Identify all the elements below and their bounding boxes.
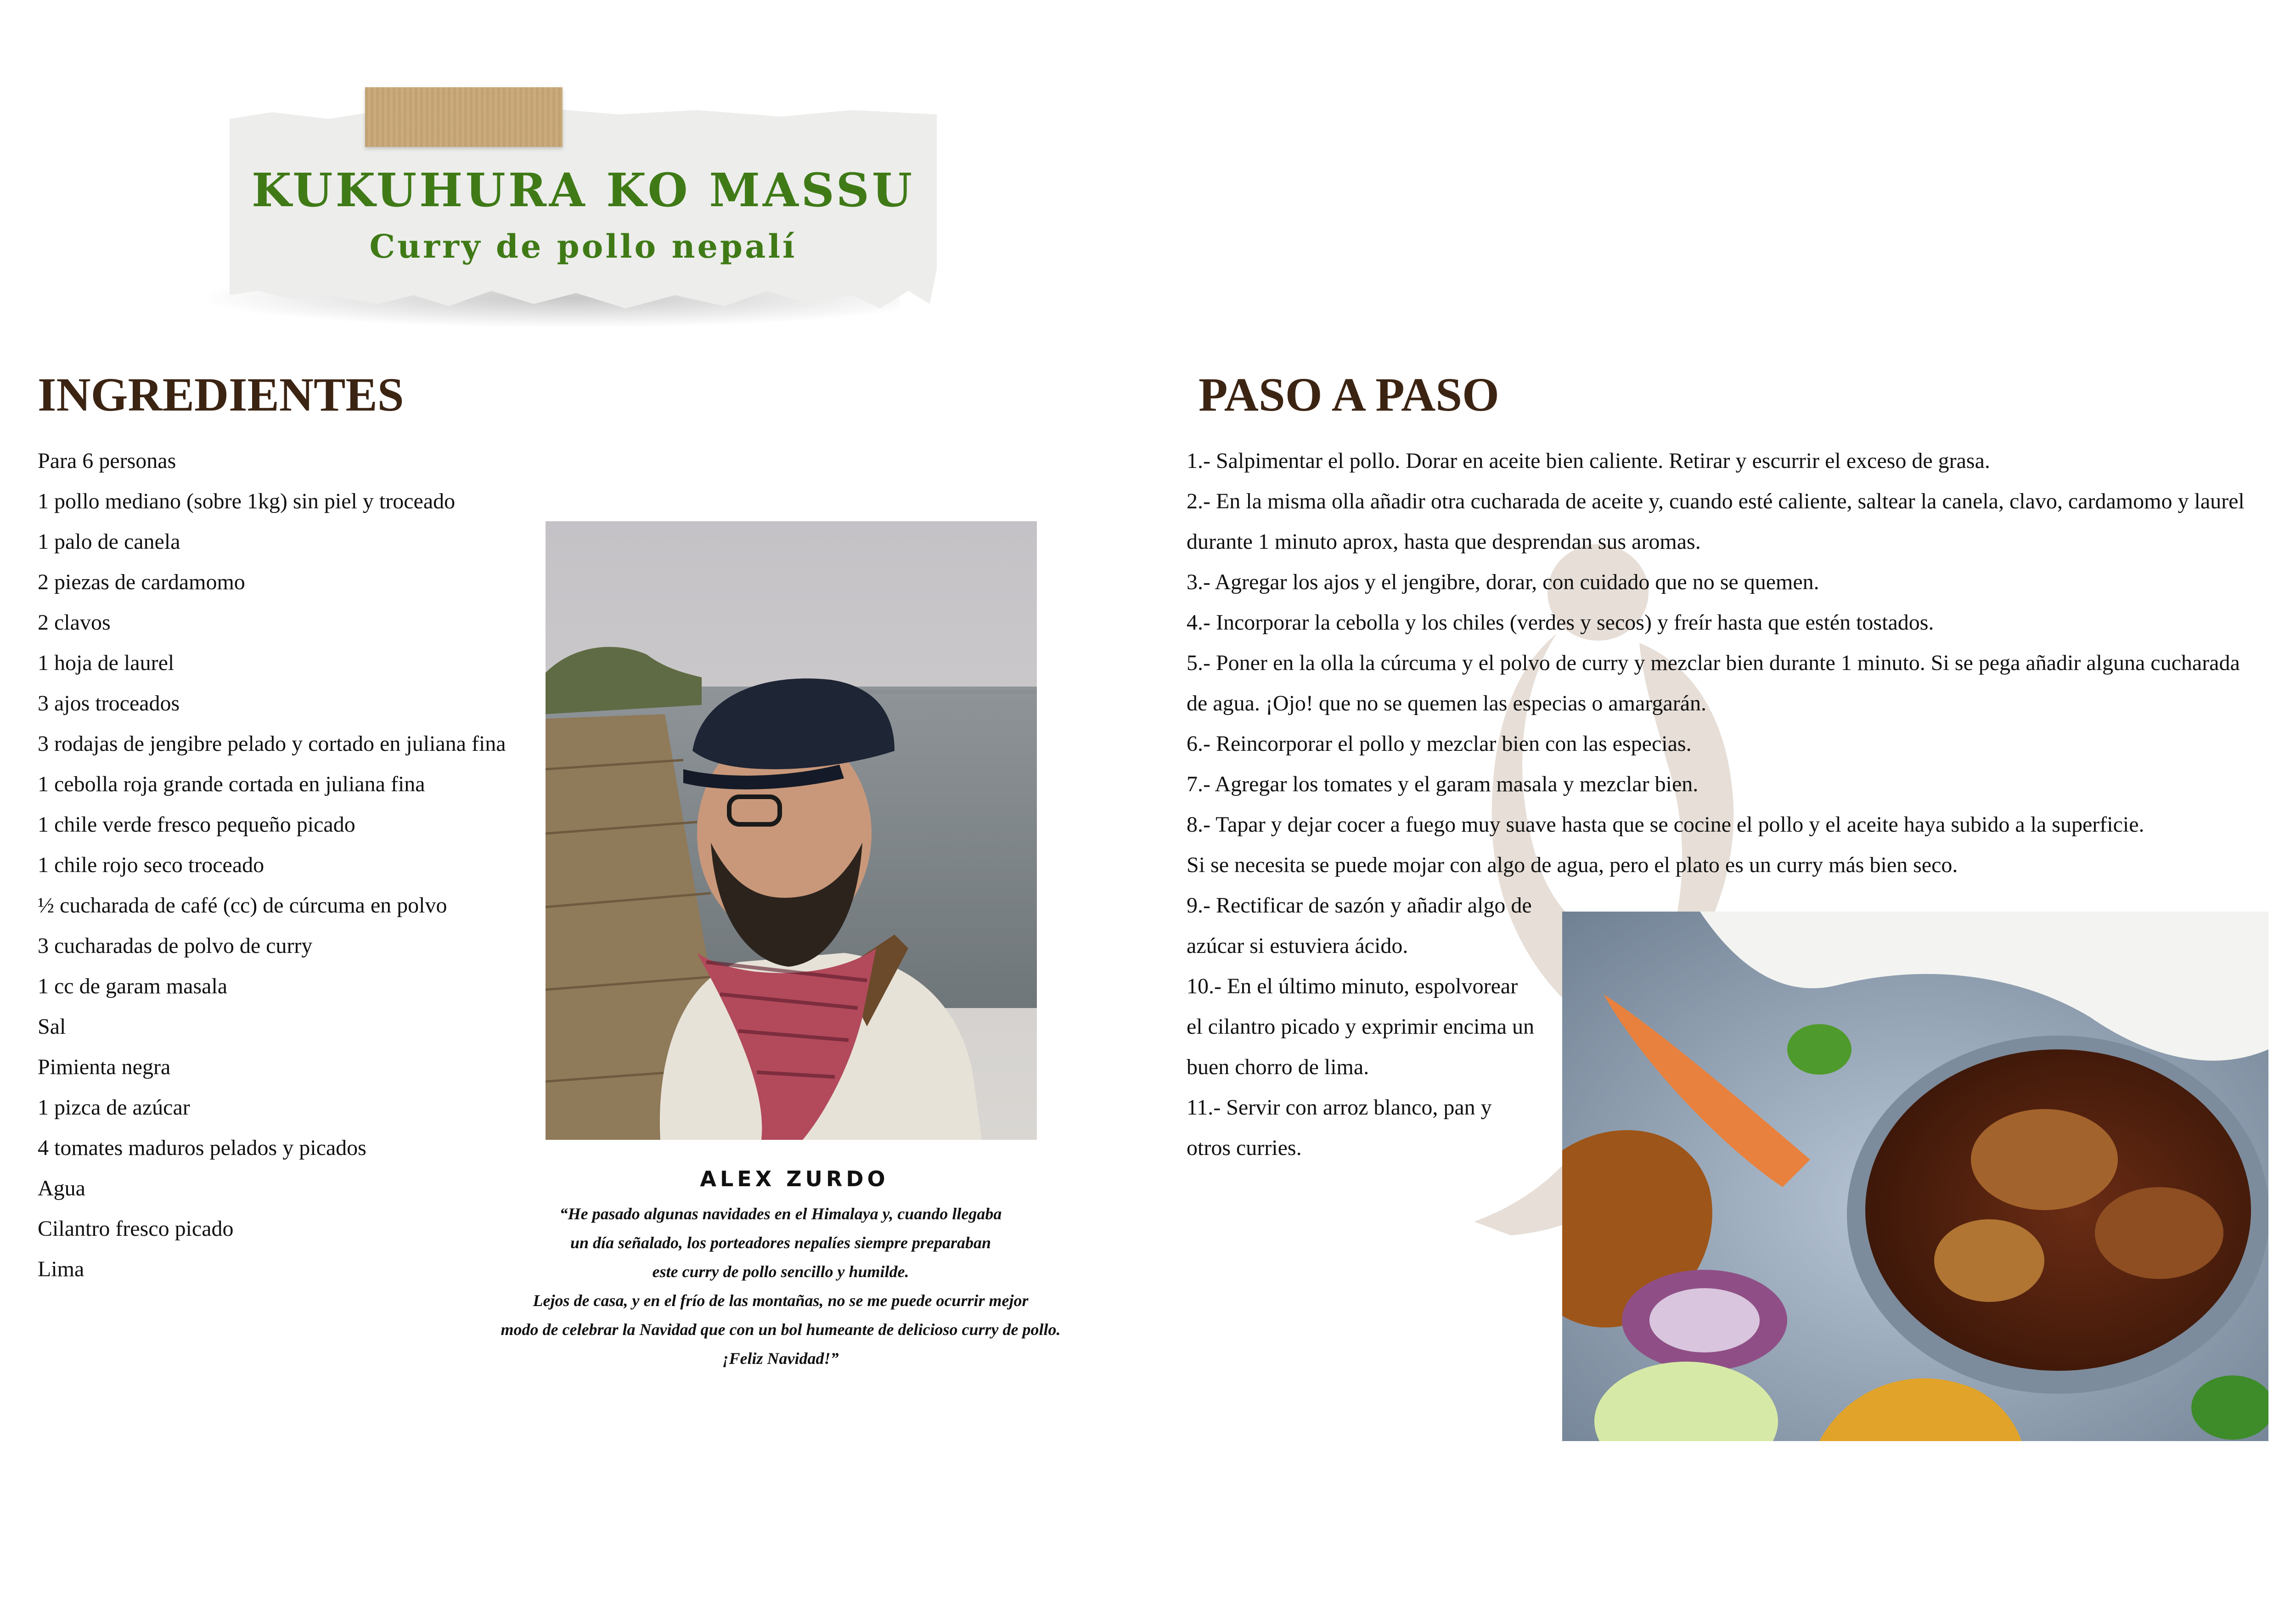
author-name: ALEX ZURDO	[700, 1166, 889, 1191]
ingredient-item: 1 cebolla roja grande cortada en juliana fina	[38, 772, 425, 796]
ingredient-item: Sal	[38, 1014, 66, 1039]
ingredient-item: Cilantro fresco picado	[38, 1217, 234, 1241]
ingredient-item: Agua	[38, 1176, 85, 1200]
step-line: 4.- Incorporar la cebolla y los chiles (verdes y secos) y freír hasta que estén tostados.	[1187, 610, 1934, 635]
recipe-subtitle: Curry de pollo nepalí	[369, 227, 797, 265]
ingredient-item: 1 chile verde fresco pequeño picado	[38, 812, 355, 837]
quote-line: “He pasado algunas navidades en el Himalaya y, cuando llegaba	[559, 1205, 1002, 1223]
step-line: 11.- Servir con arroz blanco, pan y	[1187, 1095, 1492, 1120]
ingredient-item: 1 cc de garam masala	[38, 974, 228, 998]
step-line: otros curries.	[1187, 1136, 1302, 1160]
author-quote	[413, 1200, 1148, 1373]
step-line: 2.- En la misma olla añadir otra cucharada de aceite y, cuando esté caliente, saltear la canela, clavo, cardamomo y laurel durante 1 minuto aprox, hasta que desprendan sus aromas.	[1187, 489, 2245, 554]
ingredient-item: 1 pollo mediano (sobre 1kg) sin piel y troceado	[38, 489, 456, 513]
author-portrait-photo	[546, 521, 1037, 1140]
ingredient-item: 3 cucharadas de polvo de curry	[38, 934, 313, 958]
step-line: 8.- Tapar y dejar cocer a fuego muy suave hasta que se cocine el pollo y el aceite haya subido a la superficie.	[1187, 812, 2144, 837]
quote-line: Lejos de casa, y en el frío de las montañas, no se me puede ocurrir mejor	[533, 1291, 1029, 1310]
step-line: azúcar si estuviera ácido.	[1187, 934, 1408, 958]
ingredient-item: 4 tomates maduros pelados y picados	[38, 1136, 366, 1160]
steps-narrow-column	[1187, 885, 1581, 1168]
quote-line: ¡Feliz Navidad!”	[722, 1349, 839, 1368]
curry-dish-photo	[1562, 912, 2268, 1441]
ingredient-item: Para 6 personas	[38, 449, 176, 473]
ingredient-item: ½ cucharada de café (cc) de cúrcuma en polvo	[38, 893, 447, 918]
ingredient-item: Pimienta negra	[38, 1055, 171, 1079]
step-line: el cilantro picado y exprimir encima un	[1187, 1014, 1535, 1039]
ingredient-item: 1 hoja de laurel	[38, 651, 174, 675]
recipe-title: KUKUHURA KO MASSU	[251, 163, 915, 217]
step-line: 7.- Agregar los tomates y el garam masala y mezclar bien.	[1187, 772, 1699, 796]
ingredients-heading: INGREDIENTES	[38, 368, 404, 421]
step-line: 10.- En el último minuto, espolvorear	[1187, 974, 1518, 998]
steps-heading: PASO A PASO	[1199, 368, 1499, 421]
step-line: 1.- Salpimentar el pollo. Dorar en aceite bien caliente. Retirar y escurrir el exceso de grasa.	[1187, 449, 1990, 473]
quote-line: este curry de pollo sencillo y humilde.	[652, 1262, 909, 1281]
ingredient-item: 1 chile rojo seco troceado	[38, 853, 264, 877]
ingredient-item: Lima	[38, 1257, 84, 1281]
step-line: 6.- Reincorporar el pollo y mezclar bien con las especias.	[1187, 732, 1692, 756]
quote-line: modo de celebrar la Navidad que con un bol humeante de delicioso curry de pollo.	[501, 1320, 1061, 1339]
ingredient-item: 2 clavos	[38, 610, 111, 635]
quote-line: un día señalado, los porteadores nepalíes siempre preparaban	[570, 1234, 991, 1252]
ingredient-item: 3 rodajas de jengibre pelado y cortado en juliana fina	[38, 732, 506, 756]
step-line: 5.- Poner en la olla la cúrcuma y el polvo de curry y mezclar bien durante 1 minuto. Si se pega añadir alguna cucharada de agua. ¡Ojo! que no se quemen las especias o amargarán.	[1187, 651, 2240, 715]
step-line: Si se necesita se puede mojar con algo de agua, pero el plato es un curry más bien seco.	[1187, 853, 1958, 877]
step-line: buen chorro de lima.	[1187, 1055, 1369, 1079]
ingredient-item: 2 piezas de cardamomo	[38, 570, 245, 594]
step-line: 9.- Rectificar de sazón y añadir algo de	[1187, 893, 1532, 918]
tape-strip	[365, 87, 563, 147]
ingredients-list	[38, 441, 506, 1290]
ingredient-item: 3 ajos troceados	[38, 691, 180, 715]
ingredient-item: 1 palo de canela	[38, 529, 180, 554]
step-line: 3.- Agregar los ajos y el jengibre, dorar, con cuidado que no se quemen.	[1187, 570, 1819, 594]
ingredient-item: 1 pizca de azúcar	[38, 1095, 190, 1120]
